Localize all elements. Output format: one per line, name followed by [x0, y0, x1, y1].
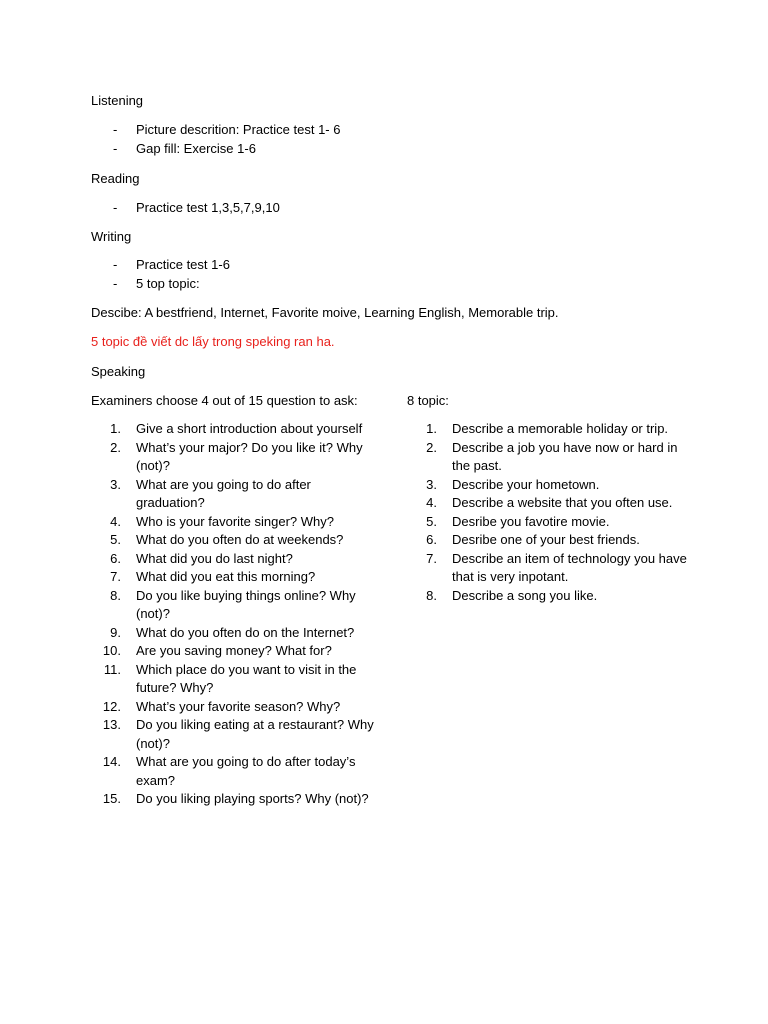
question-item [91, 790, 381, 809]
question-item [91, 624, 381, 643]
list-number: 5. [426, 513, 437, 529]
list-number: 4. [426, 495, 437, 510]
list-item-text: Are you saving money? What for? [136, 643, 332, 658]
note-line: 5 topic đề viết dc lấy trong speking ran ha. [91, 334, 335, 349]
topic-item [407, 531, 697, 550]
list-number: 1. [426, 421, 437, 436]
question-item [91, 476, 381, 513]
list-number: 8. [426, 587, 437, 603]
list-item-text: Give a short introduction about yourself [136, 421, 363, 436]
topic-item [407, 513, 697, 532]
dash-bullet: - [113, 275, 118, 291]
question-item [91, 642, 381, 661]
list-item-text: Who is your favorite singer? Why? [136, 513, 334, 529]
writing-heading: Writing [91, 229, 132, 244]
list-item-text: What’s your favorite season? Why? [136, 698, 341, 714]
listening-list [91, 121, 340, 158]
question-item [91, 513, 381, 532]
question-item [91, 550, 381, 569]
question-item [91, 753, 381, 790]
list-number: 6. [110, 550, 121, 566]
topic-item [407, 550, 697, 587]
writing-list [91, 256, 230, 293]
list-item-text: What’s your major? Do you like it? Why (not)? [136, 439, 363, 473]
speaking-heading: Speaking [91, 364, 146, 379]
topic-item [407, 420, 697, 439]
list-number: 7. [110, 569, 121, 584]
reading-list [91, 199, 280, 218]
question-item [91, 661, 381, 698]
dash-bullet: - [113, 257, 118, 272]
list-item-text: Describe a song you like. [452, 587, 598, 603]
list-number: 7. [426, 550, 437, 566]
dash-bullet: - [113, 140, 118, 156]
questions-list [91, 420, 381, 809]
describe-line: Descibe: A bestfriend, Internet, Favorite moive, Learning English, Memorable trip. [91, 305, 559, 320]
list-number: 10. [102, 643, 121, 658]
list-number: 11. [103, 661, 121, 677]
list-number: 4. [110, 513, 121, 529]
dash-bullet: - [113, 200, 118, 215]
list-item-text: Describe a memorable holiday or trip. [452, 421, 669, 436]
question-item [91, 698, 381, 717]
list-item-text: What do you often do on the Internet? [136, 624, 355, 640]
list-number: 12. [102, 698, 121, 714]
question-item [91, 568, 381, 587]
list-item-text: Describe a job you have now or hard in the past. [452, 439, 678, 473]
list-item-text: Desribe one of your best friends. [452, 532, 640, 547]
list-item: - Picture descrition: Practice test 1- 6 [91, 121, 340, 140]
topics-list [407, 420, 697, 605]
list-number: 5. [110, 532, 121, 547]
list-number: 14. [102, 754, 121, 769]
list-item-text: What did you eat this morning? [136, 569, 316, 584]
list-number: 8. [110, 587, 121, 603]
topic-item [407, 476, 697, 495]
list-item: - Practice test 1-6 [91, 256, 230, 275]
list-number: 1. [110, 421, 121, 436]
list-item-text: Describe your hometown. [452, 476, 600, 492]
list-number: 3. [426, 476, 437, 492]
list-number: 13. [102, 717, 121, 732]
list-item-text: Do you like buying things online? Why (not)? [136, 587, 356, 621]
questions-heading: Examiners choose 4 out of 15 question to ask: [91, 393, 358, 408]
question-item [91, 531, 381, 550]
dash-bullet: - [113, 122, 118, 137]
list-number: 6. [426, 532, 437, 547]
reading-heading: Reading [91, 171, 140, 186]
list-item-text: Describe a website that you often use. [452, 495, 673, 510]
list-item-text: Do you liking playing sports? Why (not)? [136, 791, 369, 806]
question-item [91, 439, 381, 476]
list-item-text: What did you do last night? [136, 550, 293, 566]
topic-item [407, 587, 697, 606]
question-item [91, 587, 381, 624]
list-item-text: What are you going to do after graduation? [136, 476, 311, 510]
list-number: 9. [110, 624, 121, 640]
list-item-text: Do you liking eating at a restaurant? Why (not)? [136, 717, 374, 751]
list-item: - 5 top topic: [91, 275, 230, 294]
list-number: 2. [426, 439, 437, 455]
list-item: - Gap fill: Exercise 1-6 [91, 140, 340, 159]
list-number: 15. [102, 791, 121, 806]
list-item-text: What are you going to do after today’s exam? [136, 754, 356, 788]
list-item: - Practice test 1,3,5,7,9,10 [91, 199, 280, 218]
list-item-text: What do you often do at weekends? [136, 532, 344, 547]
question-item [91, 420, 381, 439]
list-item-text: Describe an item of technology you have that is very inpotant. [452, 550, 687, 584]
listening-heading: Listening [91, 93, 144, 108]
topic-item [407, 439, 697, 476]
topic-item [407, 494, 697, 513]
question-item [91, 716, 381, 753]
topics-heading: 8 topic: [407, 393, 449, 408]
list-item-text: Desribe you favotire movie. [452, 513, 610, 529]
list-number: 2. [110, 439, 121, 455]
list-item-text: Which place do you want to visit in the future? Why? [136, 661, 357, 695]
list-number: 3. [110, 476, 121, 492]
